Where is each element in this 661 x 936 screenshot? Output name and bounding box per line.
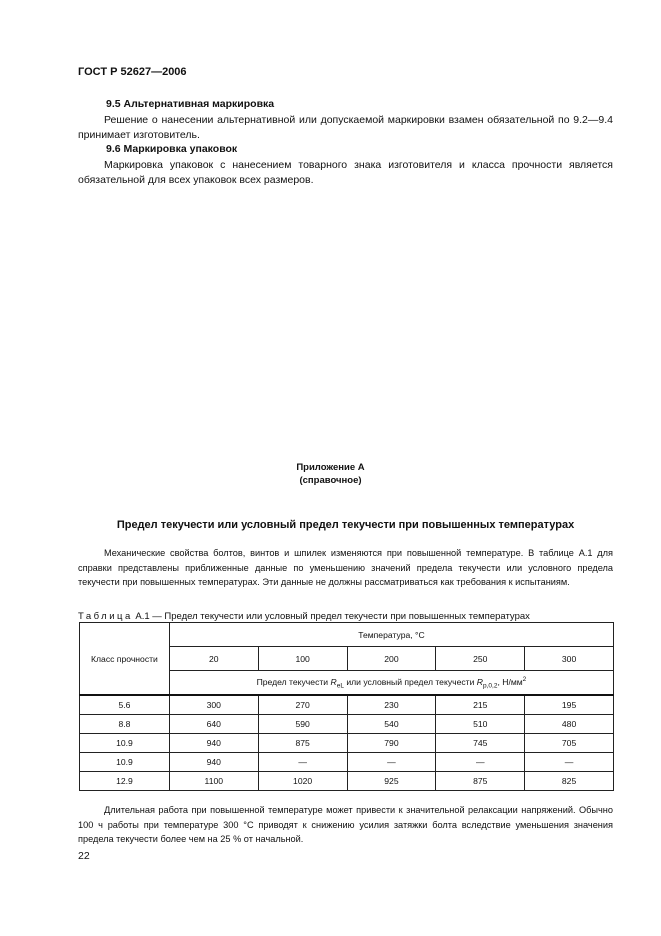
header-temperature: Температура, °С [169,623,613,647]
table-row [80,734,614,753]
value-cell: 875 [436,772,525,791]
temperature-cell: 250 [436,647,525,671]
value-cell: 705 [525,734,614,753]
header-units [169,671,613,696]
temperature-cell: 100 [258,647,347,671]
value-cell: 540 [347,715,436,734]
value-cell: 825 [525,772,614,791]
class-cell: 12.9 [80,772,170,791]
section-9-6-title: 9.6 Маркировка упаковок [106,143,238,155]
appendix-heading: Предел текучести или условный предел текучести при повышенных температурах [116,519,575,531]
units-text: , Н/мм [497,676,523,687]
temperature-cell: 300 [525,647,614,671]
value-cell: 230 [347,695,436,715]
units-subscript: p,0,2 [483,682,498,690]
value-cell: 195 [525,695,614,715]
value-cell: 510 [436,715,525,734]
table-caption [78,611,530,622]
table-row [80,772,614,791]
class-cell: 10.9 [80,753,170,772]
value-cell: 940 [169,734,258,753]
value-cell: 480 [525,715,614,734]
value-cell: 875 [258,734,347,753]
class-cell: 5.6 [80,695,170,715]
value-cell: — [525,753,614,772]
units-symbol: R [330,676,337,687]
document-header: ГОСТ Р 52627—2006 [78,66,187,78]
value-cell: 640 [169,715,258,734]
units-text: или условный предел текучести [343,676,477,687]
class-cell: 10.9 [80,734,170,753]
value-cell: — [258,753,347,772]
table-row [80,753,614,772]
appendix-intro: Механические свойства болтов, винтов и шпилек изменяются при повышенной температуре. В таблице А.1 для справки представлены приближенные данные по уменьшению значений предела текучести или условного предела текучести при повышенных температурах. Эти данные не должны рассматриваться как требования к испытаниям. [78,548,613,587]
table-caption-label: Таблица [78,611,133,622]
yield-strength-table [79,622,614,791]
table-row [80,715,614,734]
appendix-kind: (справочное) [299,475,362,486]
units-text: Предел текучести [256,676,331,687]
units-superscript: 2 [522,675,527,683]
value-cell: 790 [347,734,436,753]
value-cell: 925 [347,772,436,791]
section-9-5-text: Решение о нанесении альтернативной или допускаемой маркировки взамен обязательной по 9.2—9.4 принимает изготовитель. [78,114,613,141]
temperature-cell: 20 [169,647,258,671]
value-cell: 1020 [258,772,347,791]
value-cell: 300 [169,695,258,715]
table-header-row [80,623,614,647]
class-cell: 8.8 [80,715,170,734]
value-cell: 590 [258,715,347,734]
section-9-6-text: Маркировка упаковок с нанесением товарного знака изготовителя и класса прочности является обязательной для всех упаковок всех размеров. [78,159,613,186]
header-strength-class: Класс прочности [80,623,170,696]
value-cell: — [436,753,525,772]
temperature-cell: 200 [347,647,436,671]
units-symbol: R [476,676,484,687]
page-number: 22 [78,850,90,862]
value-cell: 270 [258,695,347,715]
closing-paragraph: Длительная работа при повышенной температуре может привести к значительной релаксации напряжений. Обычно 100 ч работы при температуре 300 °С приводят к снижению усилия затяжки болта вследствие уменьшения значения предела текучести более чем на 25 % от начальной. [78,805,613,844]
value-cell: 745 [436,734,525,753]
table-caption-text: А.1 — Предел текучести или условный предел текучести при повышенных температурах [135,611,530,622]
value-cell: 940 [169,753,258,772]
value-cell: 1100 [169,772,258,791]
table-row [80,695,614,715]
value-cell: — [347,753,436,772]
section-9-5-title: 9.5 Альтернативная маркировка [106,98,275,110]
value-cell: 215 [436,695,525,715]
units-subscript: eL [336,682,344,690]
appendix-label: Приложение А [296,462,365,473]
